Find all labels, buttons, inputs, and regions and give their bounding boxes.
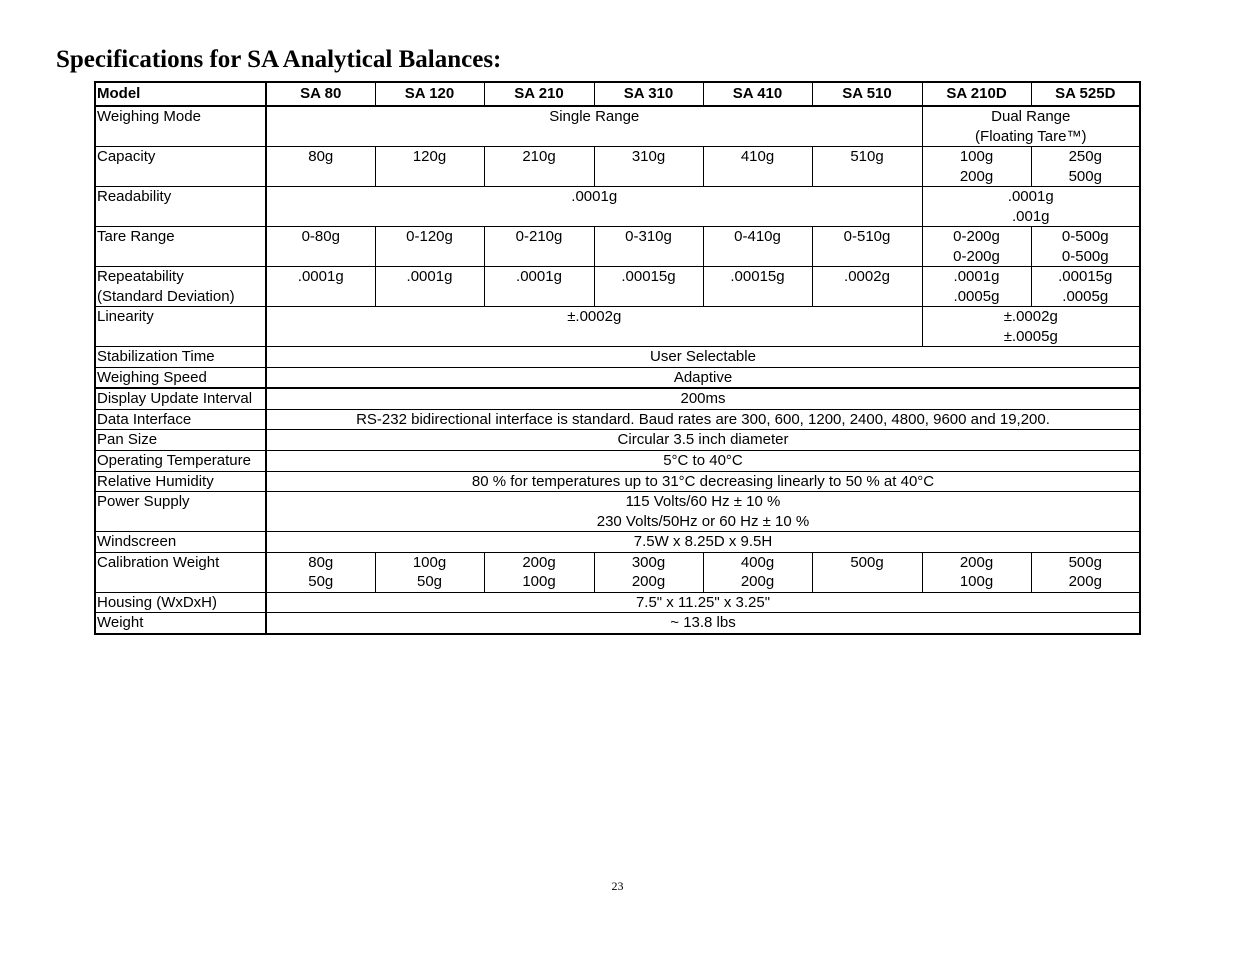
table-cell: 0-120g bbox=[375, 227, 484, 267]
row-label: Data Interface bbox=[95, 409, 266, 430]
table-cell: .00015g .0005g bbox=[1031, 267, 1140, 307]
row-label: Readability bbox=[95, 187, 266, 227]
table-cell: .0001g bbox=[266, 267, 375, 307]
table-cell: 210g bbox=[484, 147, 594, 187]
row-label: Display Update Interval bbox=[95, 388, 266, 409]
header-model: SA 210D bbox=[922, 82, 1031, 106]
row-label: Linearity bbox=[95, 307, 266, 347]
table-cell: 115 Volts/60 Hz ± 10 % 230 Volts/50Hz or 60 Hz ± 10 % bbox=[266, 492, 1140, 532]
table-row bbox=[95, 267, 1140, 307]
header-model-label: Model bbox=[95, 82, 266, 106]
table-cell: 300g 200g bbox=[594, 552, 703, 592]
table-row bbox=[95, 430, 1140, 451]
table-cell: .0002g bbox=[812, 267, 922, 307]
header-model: SA 80 bbox=[266, 82, 375, 106]
table-row bbox=[95, 106, 1140, 147]
table-cell: .0001g bbox=[375, 267, 484, 307]
table-cell: 510g bbox=[812, 147, 922, 187]
row-label: Tare Range bbox=[95, 227, 266, 267]
table-cell: 80 % for temperatures up to 31°C decreasing linearly to 50 % at 40°C bbox=[266, 471, 1140, 492]
row-label: Stabilization Time bbox=[95, 347, 266, 368]
table-cell: 5°C to 40°C bbox=[266, 450, 1140, 471]
row-label: Weighing Mode bbox=[95, 106, 266, 147]
table-cell: .0001g .001g bbox=[922, 187, 1140, 227]
row-label: Weight bbox=[95, 613, 266, 634]
table-row bbox=[95, 227, 1140, 267]
table-cell: 0-210g bbox=[484, 227, 594, 267]
page-title: Specifications for SA Analytical Balances: bbox=[56, 46, 502, 73]
table-cell: .0001g bbox=[266, 187, 922, 227]
header-model: SA 510 bbox=[812, 82, 922, 106]
table-cell: Dual Range (Floating Tare™) bbox=[922, 106, 1140, 147]
table-cell: 0-200g 0-200g bbox=[922, 227, 1031, 267]
table-cell: 310g bbox=[594, 147, 703, 187]
table-row bbox=[95, 147, 1140, 187]
row-label: Power Supply bbox=[95, 492, 266, 532]
table-row bbox=[95, 367, 1140, 388]
table-cell: 0-310g bbox=[594, 227, 703, 267]
table-cell: 0-500g 0-500g bbox=[1031, 227, 1140, 267]
table-row bbox=[95, 492, 1140, 532]
table-row bbox=[95, 347, 1140, 368]
table-row bbox=[95, 592, 1140, 613]
row-label: Weighing Speed bbox=[95, 367, 266, 388]
table-cell: ±.0002g bbox=[266, 307, 922, 347]
header-row bbox=[95, 82, 1140, 106]
table-cell: 100g 200g bbox=[922, 147, 1031, 187]
table-cell: 80g bbox=[266, 147, 375, 187]
table-row bbox=[95, 552, 1140, 592]
row-label: Repeatability (Standard Deviation) bbox=[95, 267, 266, 307]
header-model: SA 310 bbox=[594, 82, 703, 106]
table-cell: 400g 200g bbox=[703, 552, 812, 592]
table-cell: 120g bbox=[375, 147, 484, 187]
row-label: Operating Temperature bbox=[95, 450, 266, 471]
table-row bbox=[95, 613, 1140, 634]
table-cell: ~ 13.8 lbs bbox=[266, 613, 1140, 634]
table-cell: 100g 50g bbox=[375, 552, 484, 592]
table-cell: 0-510g bbox=[812, 227, 922, 267]
table-cell: 7.5W x 8.25D x 9.5H bbox=[266, 532, 1140, 553]
specifications-table bbox=[94, 81, 1141, 635]
table-cell: .0001g bbox=[484, 267, 594, 307]
table-cell: .00015g bbox=[703, 267, 812, 307]
table-cell: ±.0002g ±.0005g bbox=[922, 307, 1140, 347]
header-model: SA 410 bbox=[703, 82, 812, 106]
table-cell: Adaptive bbox=[266, 367, 1140, 388]
table-cell: 410g bbox=[703, 147, 812, 187]
row-label: Calibration Weight bbox=[95, 552, 266, 592]
page-number: 23 bbox=[611, 879, 624, 893]
table-cell: 200ms bbox=[266, 388, 1140, 409]
table-row bbox=[95, 187, 1140, 227]
table-cell: 0-80g bbox=[266, 227, 375, 267]
table-cell: .0001g .0005g bbox=[922, 267, 1031, 307]
header-model: SA 525D bbox=[1031, 82, 1140, 106]
table-row bbox=[95, 409, 1140, 430]
row-label: Pan Size bbox=[95, 430, 266, 451]
table-row bbox=[95, 532, 1140, 553]
table-cell: RS-232 bidirectional interface is standard. Baud rates are 300, 600, 1200, 2400, 4800, 9600 and 19,200. bbox=[266, 409, 1140, 430]
header-model: SA 120 bbox=[375, 82, 484, 106]
table-cell: Circular 3.5 inch diameter bbox=[266, 430, 1140, 451]
table-cell: .00015g bbox=[594, 267, 703, 307]
header-model: SA 210 bbox=[484, 82, 594, 106]
table-cell: 80g 50g bbox=[266, 552, 375, 592]
row-label: Relative Humidity bbox=[95, 471, 266, 492]
table-cell: User Selectable bbox=[266, 347, 1140, 368]
row-label: Capacity bbox=[95, 147, 266, 187]
table-cell: 0-410g bbox=[703, 227, 812, 267]
table-cell: 500g 200g bbox=[1031, 552, 1140, 592]
row-label: Windscreen bbox=[95, 532, 266, 553]
table-cell: 200g 100g bbox=[484, 552, 594, 592]
table-cell: 500g bbox=[812, 552, 922, 592]
table-cell: 250g 500g bbox=[1031, 147, 1140, 187]
table-row bbox=[95, 471, 1140, 492]
table-row bbox=[95, 307, 1140, 347]
table-row bbox=[95, 450, 1140, 471]
table-cell: 7.5" x 11.25" x 3.25" bbox=[266, 592, 1140, 613]
table-cell: Single Range bbox=[266, 106, 922, 147]
row-label: Housing (WxDxH) bbox=[95, 592, 266, 613]
table-cell: 200g 100g bbox=[922, 552, 1031, 592]
table-row bbox=[95, 388, 1140, 409]
